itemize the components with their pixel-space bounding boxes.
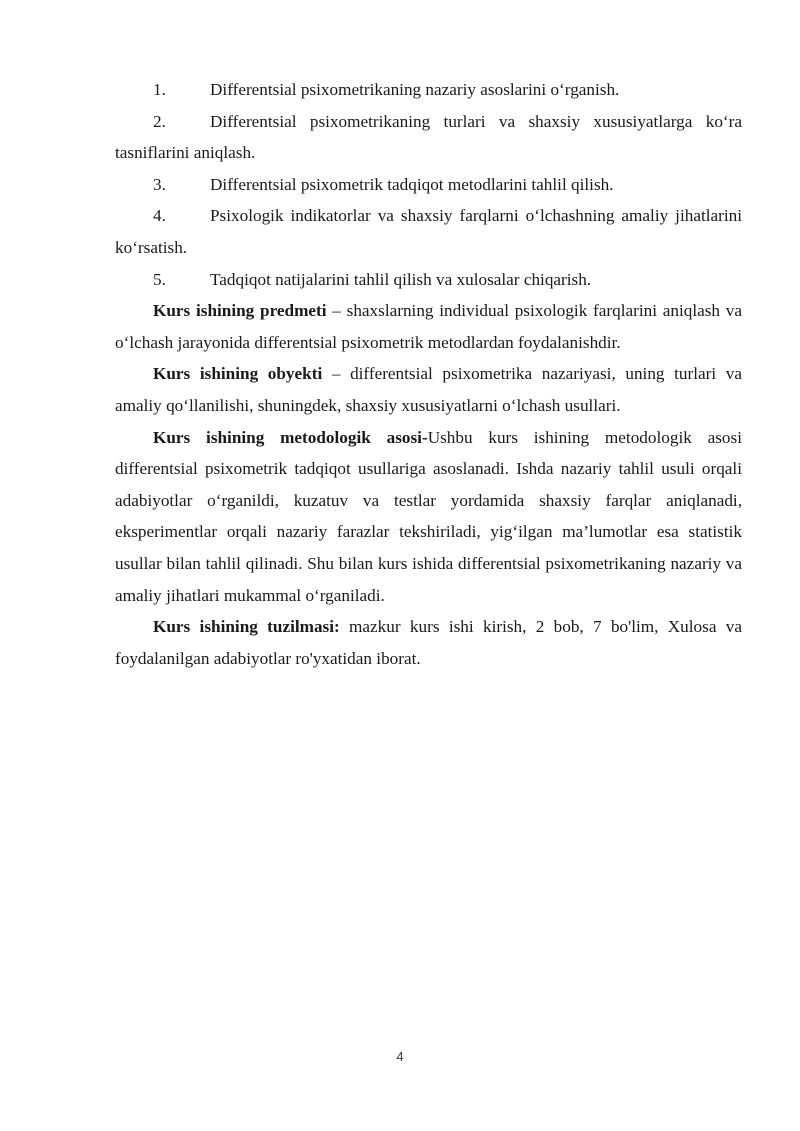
list-text: Psixologik indikatorlar va shaxsiy farqlarni o‘lchashning amaliy jihatlarini ko‘rsatish. [115,206,742,257]
methodology-paragraph [115,422,742,612]
list-text: Differentsial psixometrikaning nazariy asoslarini o‘rganish. [210,80,620,99]
objective-item-4 [115,200,742,263]
object-label: Kurs ishining obyekti [153,364,323,384]
page-content [115,74,742,674]
object-text: – differentsial psixometrika nazariyasi, uning turlari va amaliy qo‘llanilishi, shuningdek, shaxsiy xususiyatlarni o‘lchash usullari. [115,364,742,415]
list-text: Tadqiqot natijalarini tahlil qilish va xulosalar chiqarish. [210,269,592,289]
structure-label: Kurs ishining tuzilmasi: [153,617,340,637]
list-number: 1. [153,80,166,99]
objective-item-5 [115,264,742,296]
objective-item-3 [115,169,742,201]
subject-paragraph [115,295,742,358]
structure-paragraph [115,611,742,674]
object-paragraph [115,358,742,421]
objective-item-2 [115,106,742,169]
list-text: Differentsial psixometrik tadqiqot metodlarini tahlil qilish. [210,174,614,194]
objective-item-1 [115,74,742,106]
list-number: 2. [153,111,166,131]
list-number: 5. [153,269,166,289]
subject-text: – shaxslarning individual psixologik farqlarini aniqlash va o‘lchash jarayonida differentsial psixometrik metodlardan foydalanishdir. [115,301,742,352]
list-text: Differentsial psixometrikaning turlari va shaxsiy xususiyatlarga ko‘ra tasniflarini aniqlash. [115,111,742,163]
page-number: 4 [396,1049,404,1064]
list-number: 3. [153,174,166,194]
methodology-label: Kurs ishining metodologik asosi- [153,427,428,447]
structure-text: mazkur kurs ishi kirish, 2 bob, 7 bo'lim, Xulosa va foydalanilgan adabiyotlar ro'yxatidan iborat. [115,617,742,668]
list-number: 4. [153,206,166,226]
subject-label: Kurs ishining predmeti [153,301,327,321]
methodology-text: Ushbu kurs ishining metodologik asosi differentsial psixometrik tadqiqot usullariga asoslanadi. Ishda nazariy tahlil usuli orqali adabiyotlar o‘rganildi, kuzatuv va testlar yordamida shaxsiy farqlar aniqlanadi, eksperimentlar orqali nazariy farazlar tekshiriladi, yig‘ilgan ma’lumotlar esa statistik usullar bilan tahlil qilinadi. Shu bilan kurs ishida differentsial psixometrikaning nazariy va amaliy jihatlari mukammal o‘rganiladi. [115,427,742,605]
